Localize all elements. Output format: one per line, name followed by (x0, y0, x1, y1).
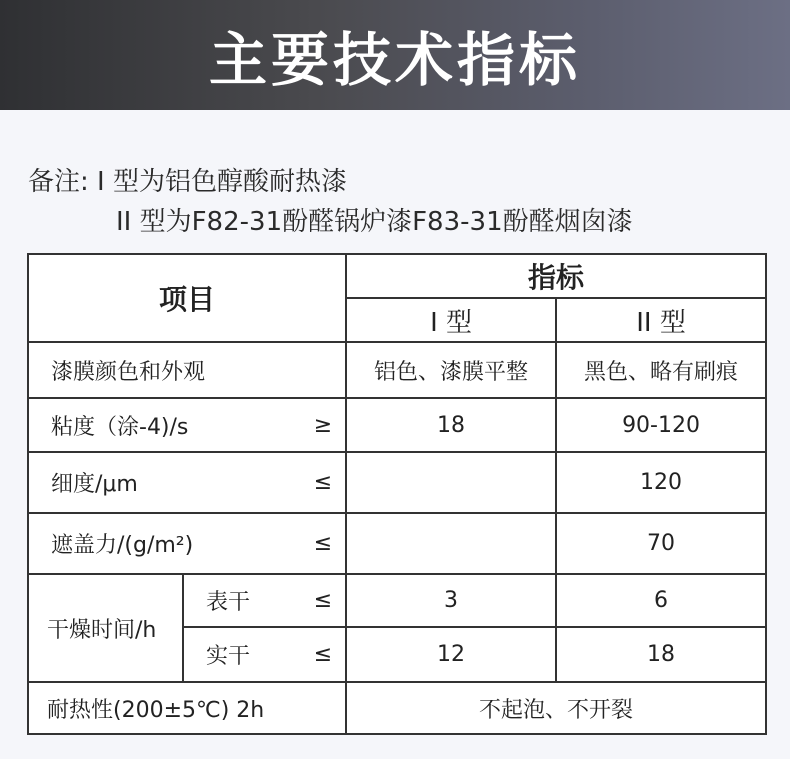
row-symbol: ≥ (301, 398, 346, 452)
type2-value: 70 (556, 513, 766, 574)
type2-value: 18 (556, 627, 766, 682)
table-row (28, 342, 766, 398)
title-banner (0, 0, 790, 110)
heat-resistance-value: 不起泡、不开裂 (346, 682, 766, 734)
type1-value: 12 (346, 627, 556, 682)
hard-dry-label: 实干 (183, 627, 301, 682)
surface-dry-label: 表干 (183, 574, 301, 627)
type2-value: 6 (556, 574, 766, 627)
spec-table (27, 253, 767, 735)
index-header: 指标 (346, 254, 766, 298)
type2-value: 120 (556, 452, 766, 513)
note-line-2: II 型为F82-31酚醛锅炉漆F83-31酚醛烟囱漆 (116, 207, 633, 237)
dry-time-label: 干燥时间/h (28, 574, 183, 682)
row-label: 遮盖力/(g/m²) (28, 513, 301, 574)
heat-resistance-label: 耐热性(200±5℃) 2h (28, 682, 346, 734)
type2-value: 90-120 (556, 398, 766, 452)
type1-value: 18 (346, 398, 556, 452)
table-row (28, 398, 766, 452)
item-header: 项目 (28, 254, 346, 342)
page-title: 主要技术指标 (208, 26, 581, 94)
row-symbol: ≤ (301, 574, 346, 627)
row-label: 粘度（涂-4)/s (28, 398, 301, 452)
type2-value: 黑色、略有刷痕 (556, 342, 766, 398)
type2-header: II 型 (556, 298, 766, 342)
row-symbol: ≤ (301, 452, 346, 513)
row-symbol: ≤ (301, 627, 346, 682)
type1-value (346, 452, 556, 513)
type1-header: I 型 (346, 298, 556, 342)
type1-value (346, 513, 556, 574)
header-row-1 (28, 254, 766, 298)
table-row (28, 682, 766, 734)
row-label: 漆膜颜色和外观 (28, 342, 346, 398)
type1-value: 铝色、漆膜平整 (346, 342, 556, 398)
note-line-1: 备注: I 型为铝色醇酸耐热漆 (28, 167, 347, 197)
row-label: 细度/μm (28, 452, 301, 513)
note-block (28, 162, 633, 242)
table-row (28, 452, 766, 513)
type1-value: 3 (346, 574, 556, 627)
table-row (28, 513, 766, 574)
table-row (28, 574, 766, 627)
row-symbol: ≤ (301, 513, 346, 574)
